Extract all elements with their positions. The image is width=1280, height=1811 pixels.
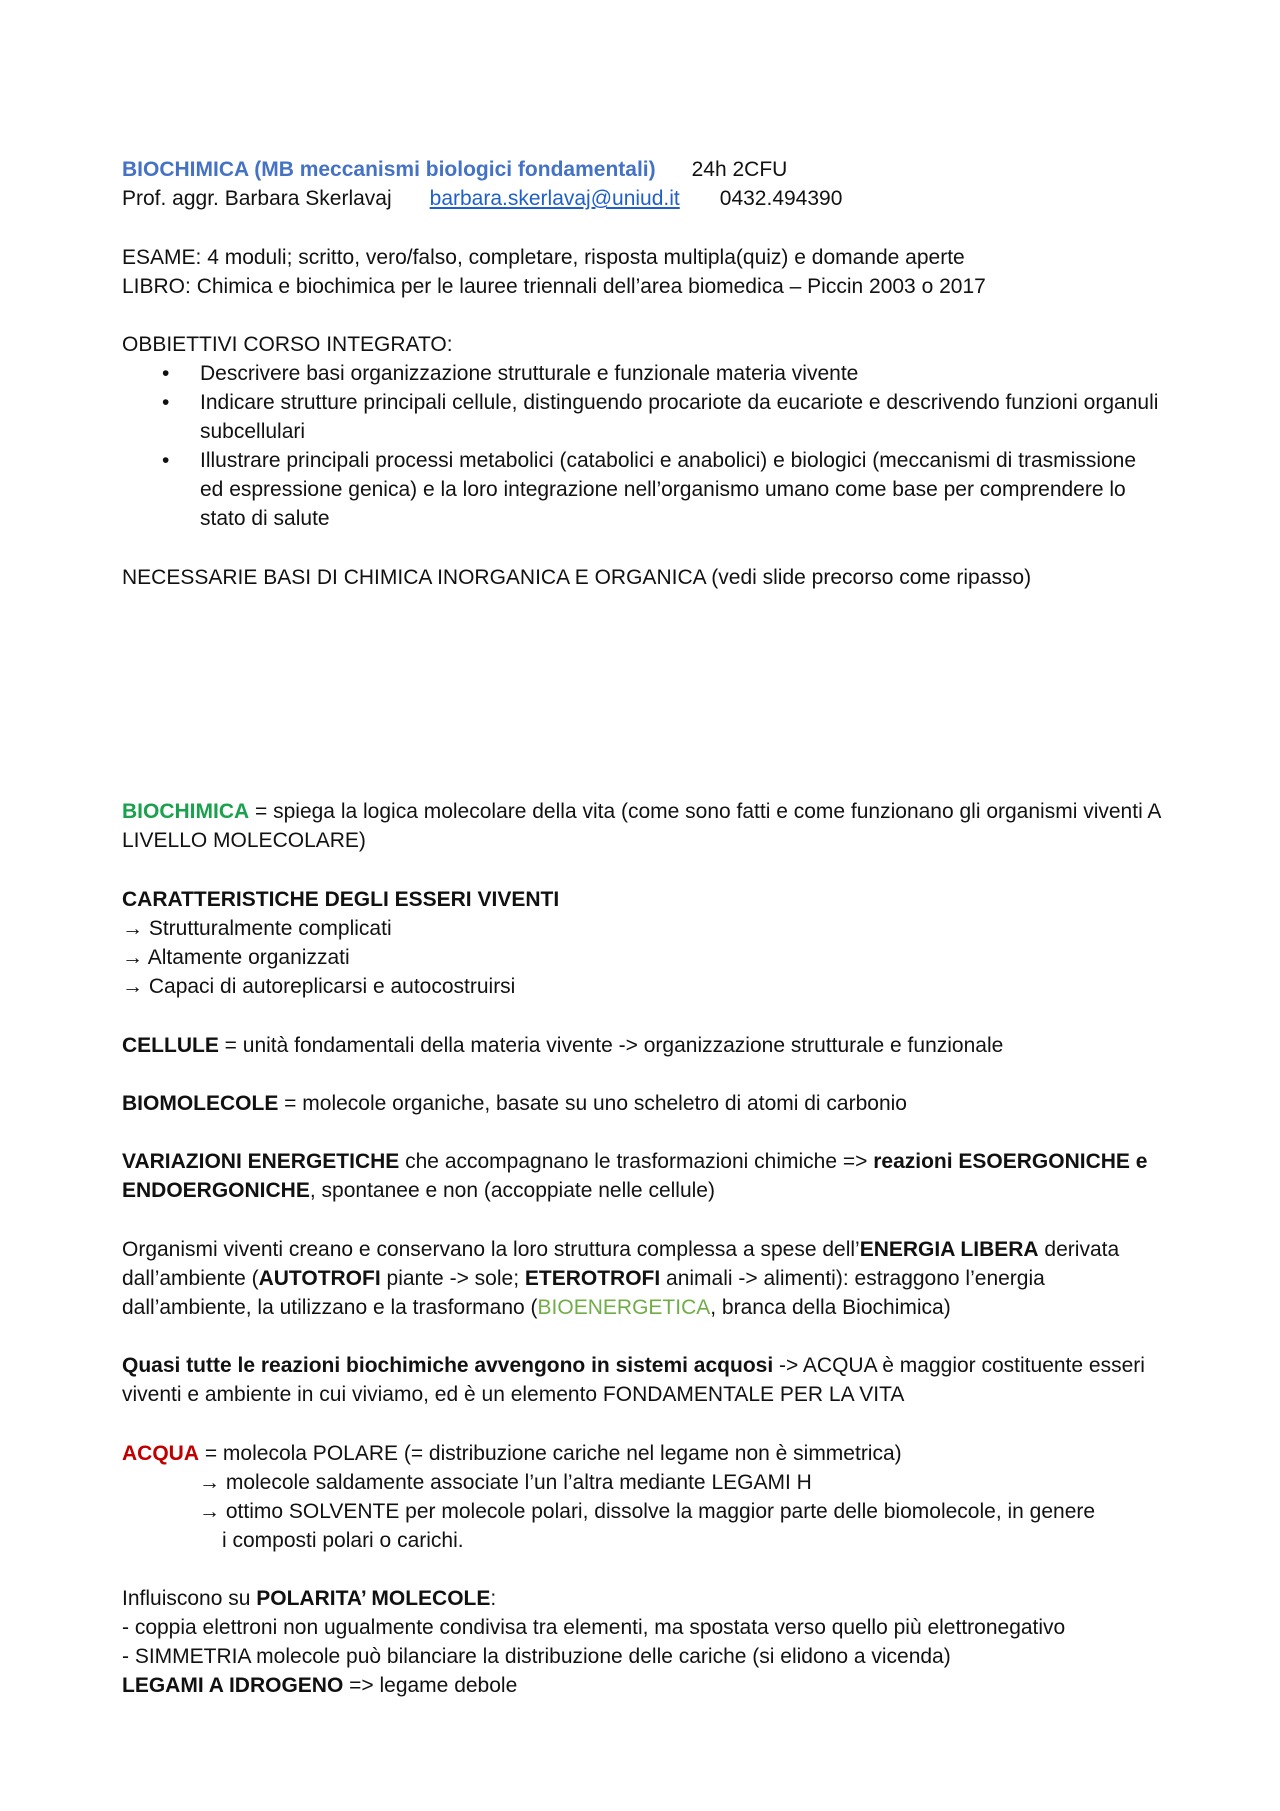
acqua-section	[122, 1439, 1162, 1555]
polarita-line: - SIMMETRIA molecole può bilanciare la distribuzione delle cariche (si elidono a vicenda)	[122, 1645, 951, 1668]
acqua-point: → molecole saldamente associate l’un l’altra mediante LEGAMI H	[199, 1471, 812, 1494]
objective-text: Descrivere basi organizzazione strutturale e funzionale materia vivente	[200, 362, 859, 385]
course-title-line	[122, 155, 1162, 184]
objective-item	[122, 446, 1162, 533]
arrow-right-icon: →	[122, 917, 143, 940]
course-credits: 24h 2CFU	[691, 158, 788, 181]
organismi-paragraph: Organismi viventi creano e conservano la loro struttura complessa a spese dell’ENERGIA LIBERA derivata dall’ambiente (AUTOTROFI piante -> sole; ETEROTROFI animali -> alimenti): estraggono l’energia dall’ambiente, la utilizzano e la trasformano (BIOENERGETICA, branca della Biochimica)	[122, 1238, 1120, 1319]
arrow-right-icon: →	[122, 946, 143, 969]
acqua-point-continuation: i composti polari o carichi.	[222, 1529, 464, 1552]
objectives-section	[122, 330, 1162, 533]
legami-line: LEGAMI A IDROGENO => legame debole	[122, 1674, 518, 1697]
characteristics-heading: CARATTERISTICHE DEGLI ESSERI VIVENTI	[122, 888, 560, 911]
polarita-section	[122, 1584, 1162, 1700]
arrow-right-icon: →	[199, 1500, 220, 1523]
cellule-definition: CELLULE = unità fondamentali della materia vivente -> organizzazione strutturale e funzionale	[122, 1034, 1004, 1057]
biomolecole-term: BIOMOLECOLE	[122, 1092, 279, 1115]
objective-text: Indicare strutture principali cellule, distinguendo procariote da eucariote e descrivendo funzioni organuli subcellulari	[200, 391, 1159, 443]
objective-text: Illustrare principali processi metabolici (catabolici e anabolici) e biologici (meccanismi di trasmissione ed espressione genica) e la loro integrazione nell’organismo umano come base per comprendere lo stato di salute	[200, 449, 1137, 530]
biochimica-term: BIOCHIMICA	[122, 800, 250, 823]
acqua-definition: ACQUA = molecola POLARE (= distribuzione cariche nel legame non è simmetrica)	[122, 1442, 902, 1465]
exam-info	[122, 243, 1162, 301]
bullet-icon: •	[162, 391, 170, 414]
arrow-right-icon: →	[199, 1471, 220, 1494]
biochimica-definition	[122, 797, 1162, 855]
acquosi-paragraph: Quasi tutte le reazioni biochimiche avvengono in sistemi acquosi -> ACQUA è maggior costituente esseri viventi e ambiente in cui viviamo, ed è un elemento FONDAMENTALE PER LA VITA	[122, 1354, 1145, 1406]
characteristic-item: → Capaci di autoreplicarsi e autocostruirsi	[122, 975, 516, 998]
bullet-icon: •	[162, 362, 170, 385]
arrow-right-icon: →	[122, 975, 143, 998]
objective-item	[122, 388, 1162, 446]
variazioni-paragraph: VARIAZIONI ENERGETICHE che accompagnano le trasformazioni chimiche => reazioni ESOERGONICHE e ENDOERGONICHE, spontanee e non (accoppiate nelle cellule)	[122, 1150, 1148, 1202]
characteristic-item: → Strutturalmente complicati	[122, 917, 392, 940]
acqua-term: ACQUA	[122, 1442, 199, 1465]
phone-number: 0432.494390	[719, 187, 843, 210]
objectives-heading: OBBIETTIVI CORSO INTEGRATO:	[122, 333, 453, 356]
acqua-point: → ottimo SOLVENTE per molecole polari, dissolve la maggior parte delle biomolecole, in genere	[199, 1500, 1096, 1523]
characteristic-item: → Altamente organizzati	[122, 946, 350, 969]
book-line: LIBRO: Chimica e biochimica per le lauree triennali dell’area biomedica – Piccin 2003 o 2017	[122, 275, 986, 298]
email-link[interactable]: barbara.skerlavaj@uniud.it	[429, 187, 680, 210]
biochimica-text: = spiega la logica molecolare della vita (come sono fatti e come funzionano gli organismi viventi A LIVELLO MOLECOLARE)	[122, 800, 1161, 852]
professor-line	[122, 184, 1162, 213]
characteristics-section	[122, 885, 1162, 1001]
professor-name: Prof. aggr. Barbara Skerlavaj	[122, 187, 392, 210]
course-title: BIOCHIMICA (MB meccanismi biologici fondamentali)	[122, 158, 656, 181]
bullet-icon: •	[162, 449, 170, 472]
bioenergetica-term: BIOENERGETICA	[537, 1296, 711, 1319]
objective-item	[122, 359, 1162, 388]
cellule-term: CELLULE	[122, 1034, 219, 1057]
polarita-line: - coppia elettroni non ugualmente condivisa tra elementi, ma spostata verso quello più elettronegativo	[122, 1616, 1066, 1639]
header	[122, 155, 1162, 213]
biomolecole-definition: BIOMOLECOLE = molecole organiche, basate su uno scheletro di atomi di carbonio	[122, 1092, 907, 1115]
exam-line: ESAME: 4 moduli; scritto, vero/falso, completare, risposta multipla(quiz) e domande aperte	[122, 246, 965, 269]
basics-note: NECESSARIE BASI DI CHIMICA INORGANICA E ORGANICA (vedi slide precorso come ripasso)	[122, 566, 1032, 589]
polarita-heading: Influiscono su POLARITA’ MOLECOLE:	[122, 1587, 497, 1610]
